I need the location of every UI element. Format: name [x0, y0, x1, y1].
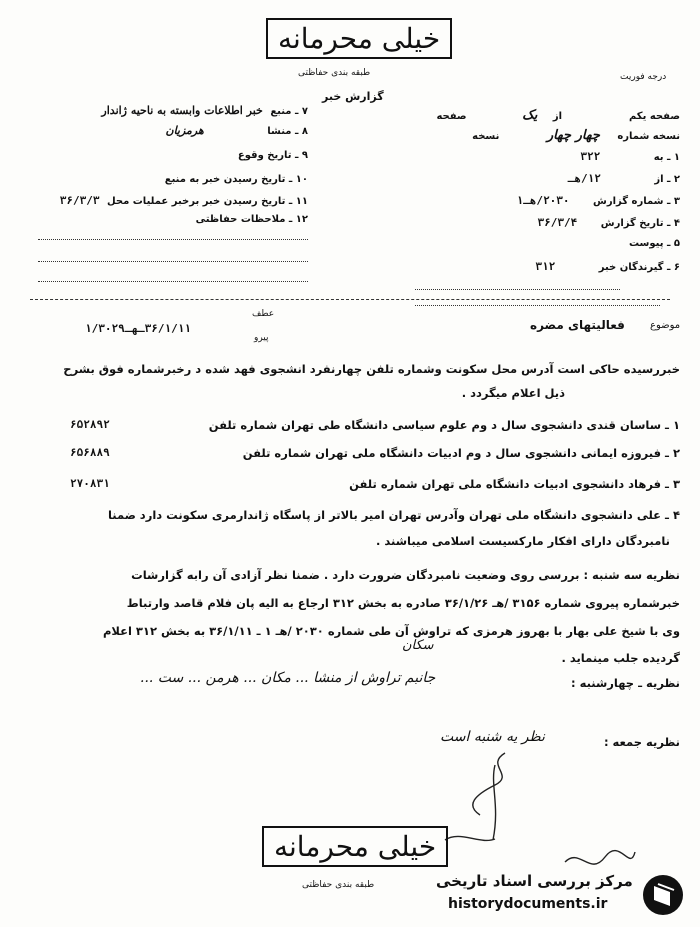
- field-attachment: [629, 238, 680, 249]
- watermark-logo-icon: [640, 872, 686, 918]
- field-value: ۱۲/هـ: [567, 172, 601, 185]
- field-label: ۱ ـ به: [653, 152, 680, 163]
- dotted-line: [38, 238, 308, 240]
- friday-handwritten-note: نظر یه شنبه است: [440, 729, 545, 745]
- field-value: یک: [522, 108, 538, 123]
- student-item-1: ۱ ـ ساسان قندی دانشجوی سال د وم علوم سیاسی دانشگاه طی تهران شماره تلفن: [208, 418, 680, 432]
- body-intro-line-1: خبررسیده حاکی است آدرس محل سکونت وشماره تلفن چهارنفرد انشجوی فهد شده د رخبرشماره فوق بشرح: [63, 362, 680, 376]
- field-from: [568, 172, 680, 185]
- section-divider: [30, 299, 670, 300]
- field-suffix: صفحه: [436, 111, 467, 122]
- field-occurrence-date: [238, 150, 308, 161]
- note-line-2: خبرشماره پیروی شماره ۳۱۵۶ /هـ ۳۶/۱/۲۶ صادره به بخش ۳۱۲ ارجاع به الیه پان فلام قاصد وارتباط: [126, 596, 680, 610]
- wednesday-note-label: نظریه ـ چهارشنبه :: [571, 676, 680, 690]
- watermark-url: historydocuments.ir: [448, 896, 608, 912]
- field-value: ۲۰۳۰/هـ۱: [516, 194, 570, 207]
- note-line-3: وی با شیخ علی بهار با بهروز هرمزی که تراوش آن طی شماره ۲۰۳۰ /هـ ۱ ـ ۳۶/۱/۱۱ به بخش ۳۱۲ اعلام: [102, 624, 680, 638]
- field-security-notes: [196, 214, 308, 225]
- field-recipients: [535, 260, 680, 273]
- subject-ref-value: ۳۶/۱/۱۱ـهـ۱/۳۰۲۹: [85, 322, 191, 335]
- field-source: [101, 104, 308, 117]
- student-item-4-line-2: نامبردگان دارای افکار مارکسیست اسلامی میباشند .: [376, 534, 670, 548]
- field-value: هرمزیان: [165, 124, 204, 137]
- field-source-receipt-date: [165, 174, 308, 185]
- subject-ref-bottom: پیرو: [254, 333, 269, 343]
- field-label: ۶ ـ گیرندگان خبر: [598, 262, 680, 273]
- field-label: ۵ ـ پیوست: [628, 238, 680, 249]
- bottom-classification-caption: طبقه بندی حفاظتی: [302, 880, 375, 890]
- field-label: ۲ ـ از: [654, 174, 680, 185]
- field-value: ۳۶/۳/۴: [537, 216, 578, 229]
- priority-label: درجه فوریت: [620, 72, 667, 82]
- student-item-1-phone: ۶۵۲۸۹۲: [70, 418, 110, 431]
- field-operations-receipt-date: [60, 194, 308, 207]
- field-value: خبر اطلاعات وابسته به ناحیه ژاندار: [101, 104, 263, 117]
- student-item-2-phone: ۶۵۶۸۸۹: [70, 446, 110, 459]
- dotted-line: [415, 304, 660, 306]
- top-classification-caption: طبقه بندی حفاظتی: [298, 68, 371, 78]
- field-report-date: [538, 216, 680, 229]
- dotted-line: [38, 260, 308, 262]
- field-report-number: [517, 194, 680, 207]
- student-item-3: ۳ ـ فرهاد دانشجوی ادبیات دانشگاه ملی تهران شماره تلفن: [349, 477, 680, 491]
- handwritten-above: سکان: [402, 638, 434, 653]
- note-line-4: گردیده جلب مینماید .: [561, 651, 680, 665]
- subject-label: موضوع: [650, 320, 681, 331]
- subject-value: فعالیتهای مضره: [530, 318, 625, 332]
- field-label: ۷ ـ منبع: [270, 106, 308, 117]
- bottom-classification-stamp: خیلی محرمانه: [262, 826, 448, 867]
- student-item-3-phone: ۲۷۰۸۳۱: [70, 477, 110, 490]
- report-title: گزارش خبر: [322, 90, 384, 103]
- field-label: ۱۱ ـ تاریخ رسیدن خبر برخبر عملیات محل: [106, 196, 308, 207]
- field-value: چهار چهار: [546, 128, 600, 143]
- watermark-persian: مرکز بررسی اسناد تاریخی: [436, 872, 633, 890]
- field-page: [436, 108, 680, 123]
- note-line-1: نظریه سه شنبه : بررسی روی وضعیت نامبردگان ضرورت دارد . ضمنا نظر آزادی آن رابه گزارشات: [131, 568, 680, 582]
- dotted-line: [38, 280, 308, 282]
- field-copy: [472, 128, 680, 143]
- friday-note-label: نظریه جمعه :: [603, 735, 680, 749]
- field-label: ۳ ـ شماره گزارش: [593, 196, 680, 207]
- field-label: ۱۰ ـ تاریخ رسیدن خبر به منبع: [164, 174, 308, 185]
- dotted-line: [415, 288, 620, 290]
- field-value: ۳۶/۳/۳: [59, 194, 100, 207]
- field-value: ۳۲۲: [580, 150, 601, 163]
- field-label: ۱۲ ـ ملاحظات حفاظتی: [195, 214, 308, 225]
- field-suffix: نسخه: [472, 131, 500, 142]
- top-classification-stamp: خیلی محرمانه: [266, 18, 452, 59]
- student-item-4-line-1: ۴ ـ علی دانشجوی دانشگاه ملی تهران وآدرس تهران امیر بالاتر از پاسگاه ژاندارمری سکونت دارد ضمنا: [107, 508, 680, 522]
- field-value: ۳۱۲: [535, 260, 556, 273]
- field-label: ۴ ـ تاریخ گزارش: [600, 218, 680, 229]
- subject-ref-top: عطف: [252, 309, 275, 319]
- field-to: [580, 150, 680, 163]
- field-mid: از: [552, 111, 562, 122]
- field-label: ۹ ـ تاریخ وقوع: [237, 150, 308, 161]
- field-label: نسخه شماره: [617, 131, 680, 142]
- student-item-2: ۲ ـ فیروزه ایمانی دانشجوی سال د وم ادبیات دانشگاه ملی تهران شماره تلفن: [242, 446, 680, 460]
- body-intro-line-2: ذیل اعلام میگردد .: [461, 386, 565, 400]
- field-label: صفحه یکم: [628, 111, 680, 122]
- field-label: ۸ ـ منشا: [267, 126, 308, 137]
- wednesday-handwritten-note: جانبم تراوش از منشا ... مکان ... هرمن ... ست ...: [140, 670, 436, 686]
- field-origin: [165, 124, 308, 137]
